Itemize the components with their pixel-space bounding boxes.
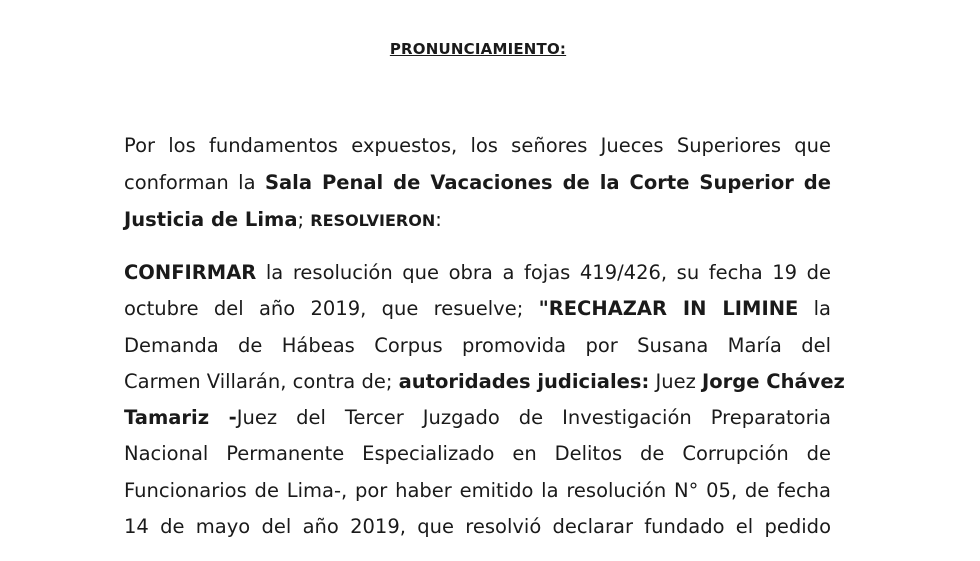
- court-name-bold: Justicia de Lima: [124, 208, 298, 231]
- paragraph-line: [124, 400, 831, 436]
- paragraph-line: [124, 255, 831, 291]
- paragraph-confirmation: [124, 255, 845, 545]
- autoridades-bold: autoridades judiciales:: [398, 369, 650, 393]
- paragraph-line: [124, 364, 845, 400]
- text-run: la: [798, 297, 831, 321]
- paragraph-line: Demanda de Hábeas Corpus promovida por Susana María del: [124, 333, 831, 357]
- text-run: la resolución que obra a fojas 419/426, su fecha 19 de: [256, 261, 831, 284]
- judge-name-bold: Jorge Chávez: [702, 369, 845, 393]
- paragraph-resolution-intro: [124, 127, 831, 239]
- text-run: Carmen Villarán, contra de;: [124, 369, 399, 393]
- paragraph-line: [124, 164, 831, 201]
- text-run: Juez: [649, 369, 703, 393]
- paragraph-line: [124, 291, 831, 327]
- text-run: ;: [297, 208, 311, 231]
- text-run: Juez del Tercer Juzgado de Investigación Preparatoria: [236, 406, 831, 430]
- resolvieron-label: RESOLVIERON: [310, 211, 436, 230]
- paragraph-line: Por los fundamentos expuestos, los señores Jueces Superiores que: [124, 134, 831, 157]
- text-run: conforman la: [124, 171, 265, 194]
- paragraph-line: Nacional Permanente Especializado en Delitos de Corrupción de: [124, 442, 831, 466]
- rechazar-bold: "RECHAZAR IN LIMINE: [538, 297, 799, 321]
- judge-name-bold: Tamariz -: [124, 406, 237, 430]
- confirmar-bold: CONFIRMAR: [124, 261, 257, 284]
- text-run: octubre del año 2019, que resuelve;: [124, 297, 539, 321]
- paragraph-line: [124, 201, 831, 239]
- section-heading: PRONUNCIAMIENTO:: [389, 40, 567, 58]
- text-run: :: [435, 208, 442, 231]
- court-name-bold: Sala Penal de Vacaciones de la Corte Superior de: [264, 171, 831, 194]
- paragraph-line: 14 de mayo del año 2019, que resolvió declarar fundado el pedido: [124, 515, 831, 539]
- paragraph-line: Funcionarios de Lima-, por haber emitido la resolución N° 05, de fecha: [124, 478, 831, 502]
